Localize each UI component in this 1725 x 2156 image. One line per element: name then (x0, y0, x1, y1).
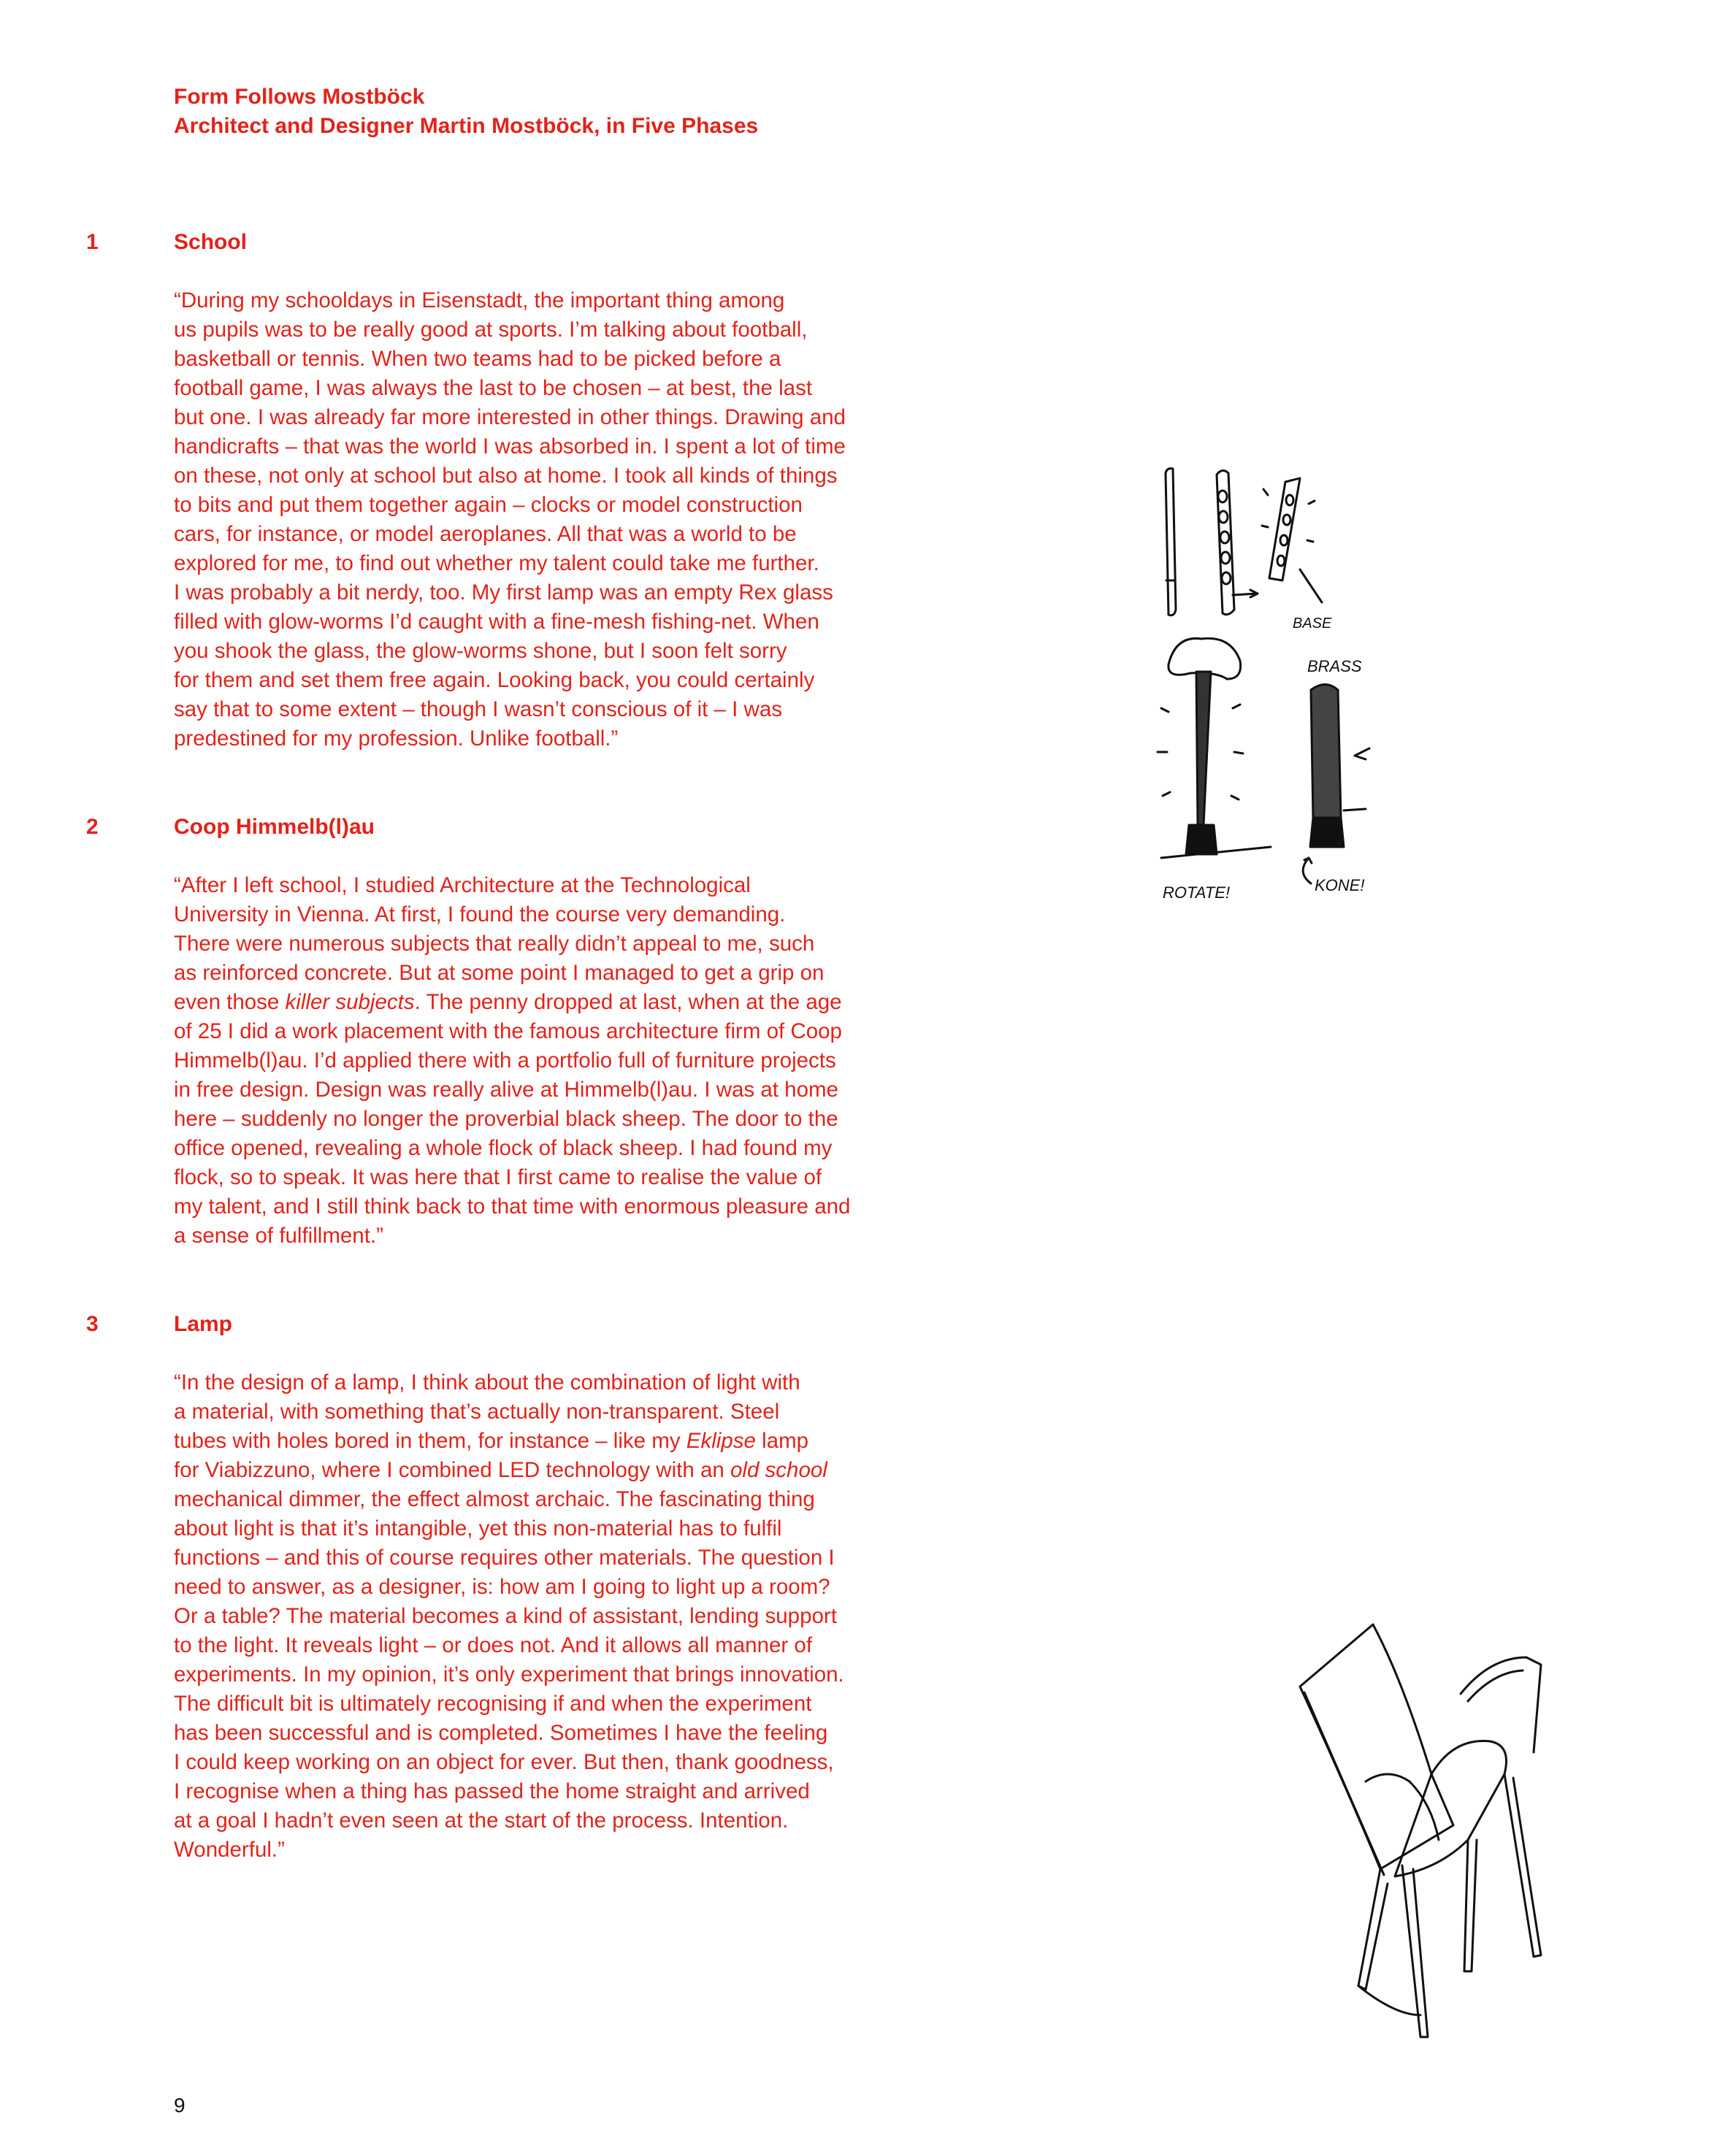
text-line: for Viabizzuno, where I combined LED technology with an old school (174, 1458, 827, 1482)
section-heading: School (174, 230, 248, 254)
text-line: as reinforced concrete. But at some point I managed to get a grip on (174, 961, 825, 985)
text-line: of 25 I did a work placement with the famous architecture firm of Coop (174, 1019, 842, 1043)
text-line: but one. I was already far more interested in other things. Drawing and (174, 405, 846, 429)
page-subtitle: Architect and Designer Martin Mostböck, in Five Phases (174, 114, 759, 138)
text-line: I was probably a bit nerdy, too. My first lamp was an empty Rex glass (174, 580, 833, 605)
text-line: “After I left school, I studied Architecture at the Technological (174, 873, 751, 897)
text-line: to bits and put them together again – clocks or model construction (174, 493, 803, 517)
italic-emphasis: old school (730, 1458, 827, 1482)
text-line: University in Vienna. At first, I found the course very demanding. (174, 902, 786, 927)
text-line: on these, not only at school but also at home. I took all kinds of things (174, 464, 838, 488)
text-line: handicrafts – that was the world I was absorbed in. I spent a lot of time (174, 434, 846, 459)
text-line: to the light. It reveals light – or does not. And it allows all manner of (174, 1633, 813, 1657)
sketch-label-rotate: ROTATE! (1163, 883, 1231, 902)
text-line: explored for me, to find out whether my talent could take me further. (174, 551, 819, 575)
text-line: filled with glow-worms I’d caught with a fine-mesh fishing-net. When (174, 610, 819, 634)
text-line: basketball or tennis. When two teams had to be picked before a (174, 347, 781, 371)
text-line: cars, for instance, or model aeroplanes. All that was a world to be (174, 522, 797, 546)
text-line: functions – and this of course requires other materials. The question I (174, 1546, 835, 1570)
text-line: at a goal I hadn’t even seen at the start of the process. Intention. (174, 1808, 789, 1833)
section-body (174, 871, 977, 1251)
page-title: Form Follows Mostböck (174, 85, 425, 109)
text-line: need to answer, as a designer, is: how am I going to light up a room? (174, 1575, 830, 1599)
text-line: my talent, and I still think back to that time with enormous pleasure and (174, 1194, 851, 1219)
text-line: a sense of fulfillment.” (174, 1224, 383, 1248)
text-line: in free design. Design was really alive at Himmelb(l)au. I was at home (174, 1078, 838, 1102)
text-line: Himmelb(l)au. I’d applied there with a portfolio full of furniture projects (174, 1048, 836, 1073)
text-line: about light is that it’s intangible, yet this non-material has to fulfil (174, 1516, 782, 1541)
italic-emphasis: killer subjects (285, 990, 415, 1014)
section-number: 3 (86, 1312, 99, 1336)
text-line: I could keep working on an object for ever. But then, thank goodness, (174, 1750, 834, 1774)
text-line: say that to some extent – though I wasn’t conscious of it – I was (174, 697, 783, 721)
text-line: experiments. In my opinion, it’s only experiment that brings innovation. (174, 1662, 844, 1687)
section-heading: Coop Himmelb(l)au (174, 815, 375, 839)
section-body (174, 286, 977, 753)
section-body (174, 1368, 977, 1865)
text-line: you shook the glass, the glow-worms shone, but I soon felt sorry (174, 639, 787, 663)
text-line: us pupils was to be really good at sports. I’m talking about football, (174, 318, 808, 342)
text-line: mechanical dimmer, the effect almost archaic. The fascinating thing (174, 1487, 815, 1511)
page-number: 9 (174, 2094, 185, 2117)
sketch-label-brass: BRASS (1307, 657, 1362, 675)
text-line: has been successful and is completed. Sometimes I have the feeling (174, 1721, 828, 1745)
lamp-sketches-illustration (1147, 460, 1410, 913)
text-line: even those killer subjects. The penny dropped at last, when at the age (174, 990, 842, 1014)
text-line: office opened, revealing a whole flock of black sheep. I had found my (174, 1136, 833, 1160)
sketch-label-base: BASE (1293, 615, 1332, 632)
section-number: 1 (86, 230, 99, 254)
text-line: a material, with something that’s actually non-transparent. Steel (174, 1400, 780, 1424)
text-line: The difficult bit is ultimately recognising if and when the experiment (174, 1692, 812, 1716)
italic-emphasis: Eklipse (686, 1429, 756, 1453)
text-line: football game, I was always the last to be chosen – at best, the last (174, 376, 813, 400)
text-line: Wonderful.” (174, 1838, 285, 1862)
text-line: “In the design of a lamp, I think about the combination of light with (174, 1370, 800, 1395)
text-line: I recognise when a thing has passed the home straight and arrived (174, 1779, 810, 1803)
text-line: Or a table? The material becomes a kind of assistant, lending support (174, 1604, 837, 1628)
section-heading: Lamp (174, 1312, 233, 1336)
sketch-label-kone: KONE! (1315, 876, 1365, 894)
text-line: tubes with holes bored in them, for instance – like my Eklipse lamp (174, 1429, 809, 1453)
text-line: “During my schooldays in Eisenstadt, the important thing among (174, 288, 785, 312)
text-line: There were numerous subjects that really didn’t appeal to me, such (174, 932, 815, 956)
section-number: 2 (86, 815, 99, 839)
text-line: flock, so to speak. It was here that I first came to realise the value of (174, 1165, 822, 1189)
text-line: here – suddenly no longer the proverbial black sheep. The door to the (174, 1107, 838, 1131)
text-line: for them and set them free again. Looking back, you could certainly (174, 668, 815, 692)
text-line: predestined for my profession. Unlike football.” (174, 726, 619, 751)
chair-sketch-illustration (1285, 1606, 1636, 2059)
